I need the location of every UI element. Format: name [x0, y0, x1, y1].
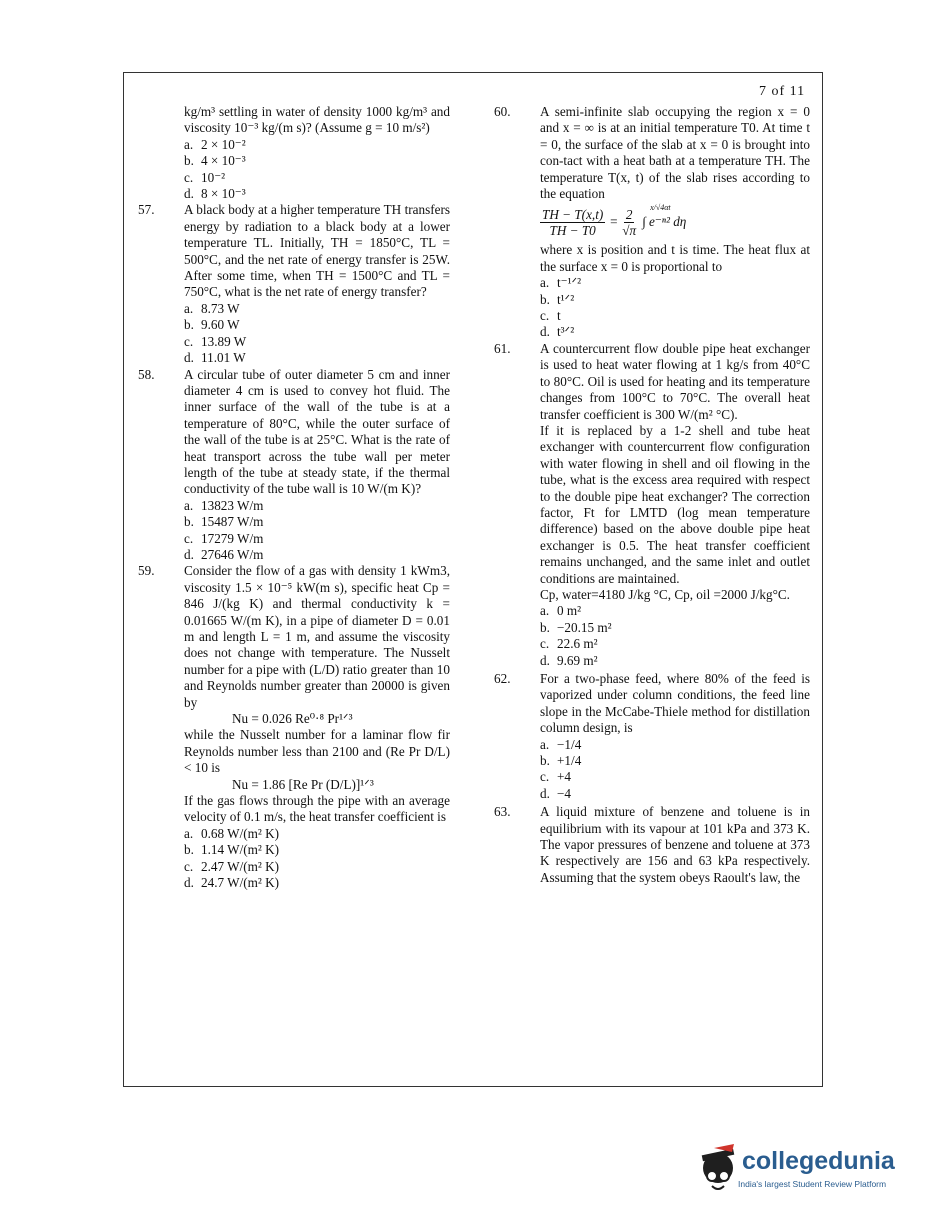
option-d: d. 8 × 10⁻³	[184, 186, 246, 202]
option-b: b. +1/4	[540, 753, 582, 769]
question-stem: A semi-infinite slab occupying the region x = 0 and x = ∞ is at an initial temperature T0. At time t = 0, the surface of the slab at x = 0 is brought into con-tact with a heat bath at a temperature TH. The temperature T(x, t) of the slab rises according to the equation	[540, 104, 810, 202]
right-column	[494, 104, 810, 886]
question-stem-continued: while the Nusselt number for a laminar flow fir Reynolds number less than 2100 and (Re Pr D/L) < 10 is	[184, 727, 450, 776]
question-stem: Consider the flow of a gas with density 1 kWm3, viscosity 1.5 × 10⁻⁵ kW(m s), specific heat Cp = 846 J/(kg K) and thermal conductivity k = 0.01665 W/(m K), in a pipe of diameter D = 0.01 m and length L = 1 m, and assume the viscosity does not change with temperature. The Nusselt number for a pipe with (L/D) ratio greater than 10 and Reynolds number greater than 20000 is given by	[184, 563, 450, 710]
question-number: 58.	[138, 366, 155, 382]
option-a: a. t⁻¹ᐟ²	[540, 275, 582, 291]
question-stem: A black body at a higher temperature TH transfers energy by radiation to a black body at a lower temperature TL. Initially, TH = 1850°C, TL = 500°C, and the net rate of energy transfer is 25W. After some time, when TH = 1500°C and TL = 750°C, what is the net rate of energy transfer?	[184, 202, 450, 300]
question-number: 62.	[494, 671, 511, 686]
nusselt-equation-turbulent: Nu = 0.026 Re⁰·⁸ Pr¹ᐟ³	[232, 711, 353, 727]
option-d: d. −4	[540, 785, 572, 801]
option-a: a. 0 m²	[540, 603, 582, 619]
option-d: d. t³ᐟ²	[540, 324, 575, 340]
question-stem: For a two-phase feed, where 80% of the feed is vaporized under column conditions, the feed line slope in the McCabe-Thiele method for distillation column design, is	[540, 671, 810, 736]
option-c: c. +4	[540, 769, 572, 785]
option-a: a. 13823 W/m	[184, 497, 264, 513]
option-a: a. −1/4	[540, 736, 582, 752]
question-stem-tail: If the gas flows through the pipe with an average velocity of 0.1 m/s, the heat transfer coefficient is	[184, 793, 450, 825]
question-stem-continued: If it is replaced by a 1-2 shell and tube heat exchanger with countercurrent flow configuration with water flowing in shell and oil flowing in the tube, what is the excess area required with respect to the double pipe heat exchanger? The correction factor, Ft for LMTD (log mean temperature difference) based on the above double pipe heat exchanger is 0.5. The heat transfer coefficient remains unchanged, and the same inlet and outlet conditions are maintained.	[540, 422, 810, 586]
question-stem: A countercurrent flow double pipe heat exchanger is used to heat water flowing at 1 kg/s from 40°C to 80°C. Oil is used for heating and its temperature changes from 100°C to 70°C. The overall heat transfer coefficient is 300 W/(m² °C).	[540, 340, 810, 422]
question-62	[494, 671, 810, 802]
option-b: b. −20.15 m²	[540, 619, 612, 635]
question-59	[138, 563, 450, 891]
option-d: d. 24.7 W/(m² K)	[184, 875, 280, 891]
option-b: b. 9.60 W	[184, 317, 240, 333]
question-number: 59.	[138, 563, 155, 579]
option-b: b. 4 × 10⁻³	[184, 153, 246, 169]
option-b: b. 15487 W/m	[184, 514, 264, 530]
question-number: 60.	[494, 104, 511, 119]
option-d: d. 11.01 W	[184, 350, 246, 366]
option-c: c. 17279 W/m	[184, 530, 264, 546]
question-63	[494, 804, 810, 886]
specific-heat-values: Cp, water=4180 J/kg °C, Cp, oil =2000 J/kg°C.	[540, 586, 790, 602]
equation-coefficient: $\frac{2}{√\pi}$	[622, 206, 637, 238]
question-number: 61.	[494, 340, 511, 356]
option-d: d. 27646 W/m	[184, 546, 264, 562]
slab-temperature-equation: $\frac{TH - T(x,t)}{TH - T0}$ = $\frac{2}{√\pi}$ x/√4αt ∫ e⁻ⁿ² dη	[542, 203, 687, 238]
option-c: c. 2.47 W/(m² K)	[184, 858, 280, 874]
question-60	[494, 104, 810, 341]
brand-tagline: India's largest Student Review Platform	[738, 1179, 887, 1189]
option-a: a. 2 × 10⁻²	[184, 136, 246, 152]
option-b: b. 1.14 W/(m² K)	[184, 842, 280, 858]
equation-integral: x/√4αt ∫ e⁻ⁿ² dη	[642, 203, 687, 230]
option-c: c. t	[540, 308, 561, 324]
option-d: d. 9.69 m²	[540, 652, 598, 668]
option-c: c. 10⁻²	[184, 169, 226, 185]
option-a: a. 8.73 W	[184, 300, 240, 316]
question-58	[138, 367, 450, 564]
question-61	[494, 341, 810, 669]
nusselt-equation-laminar: Nu = 1.86 [Re Pr (D/L)]¹ᐟ³	[232, 776, 374, 792]
option-c: c. 22.6 m²	[540, 636, 598, 652]
option-b: b. t¹ᐟ²	[540, 291, 575, 307]
question-number: 57.	[138, 202, 155, 218]
question-number: 63.	[494, 804, 511, 820]
question-57	[138, 202, 450, 366]
option-a: a. 0.68 W/(m² K)	[184, 825, 280, 841]
equation-lhs: $\frac{TH - T(x,t)}{TH - T0}$	[542, 206, 604, 238]
question-stem-continued: where x is position and t is time. The heat flux at the surface x = 0 is proportional to	[540, 242, 810, 274]
question-stem: A circular tube of outer diameter 5 cm and inner diameter 4 cm is used to convey hot fluid. The inner surface of the wall of the tube is at a temperature of 80°C, while the outer surface of the wall of the tube is at 25°C. What is the rate of heat transport across the tube wall per meter length of the tube at steady state, if the thermal conductivity of the tube wall is 10 W/(m K)?	[184, 366, 450, 497]
option-c: c. 13.89 W	[184, 333, 247, 349]
page-number: 7 of 11	[759, 84, 806, 99]
left-column	[138, 104, 450, 892]
brand-name: collegedunia	[742, 1147, 895, 1175]
question-stem: kg/m³ settling in water of density 1000 kg/m³ and viscosity 10⁻³ kg/(m s)? (Assume g = 10 m/s²)	[184, 104, 450, 136]
question-56-continued	[138, 104, 450, 202]
question-stem: A liquid mixture of benzene and toluene is in equilibrium with its vapour at 101 kPa and 373 K. The vapor pressures of benzene and toluene at 373 K respectively are 156 and 63 kPa respectively. Assuming that the system obeys Raoult's law, the	[540, 804, 810, 885]
